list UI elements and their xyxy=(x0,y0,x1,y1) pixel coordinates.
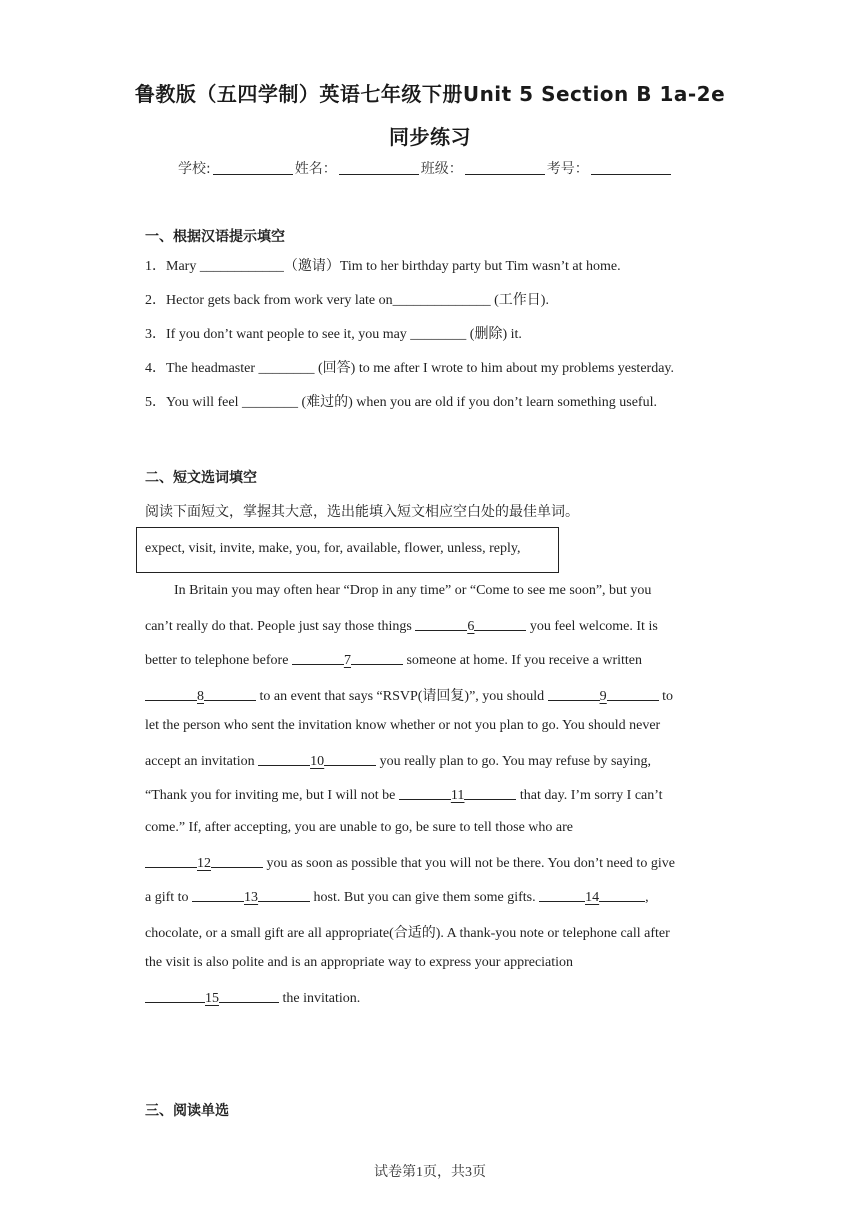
question-3: 3．If you don’t want people to see it, you may ________ (删除) it. xyxy=(145,327,522,342)
passage-text: a gift to xyxy=(145,890,193,905)
blank-7[interactable] xyxy=(292,651,403,669)
passage-text: that day. I’m sorry I can’t xyxy=(516,788,663,803)
question-1: 1．Mary ____________（邀请）Tim to her birthday party but Tim wasn’t at home. xyxy=(145,259,621,274)
question-5: 5．You will feel ________ (难过的) when you are old if you don’t learn something useful. xyxy=(145,395,657,410)
blank-number: 13 xyxy=(244,890,259,905)
passage-line: chocolate, or a small gift are all appropriate(合适的). A thank-you note or telephone call after xyxy=(145,926,670,941)
word-bank-text: expect, visit, invite, make, you, for, available, flower, unless, reply, xyxy=(145,541,521,556)
passage-line: let the person who sent the invitation know whether or not you plan to go. You should never xyxy=(145,718,661,733)
passage-line xyxy=(145,685,673,705)
passage-text: someone at home. If you receive a written xyxy=(402,653,643,668)
blank-10[interactable] xyxy=(258,752,376,770)
passage-text: you really plan to go. You may refuse by saying, xyxy=(376,754,652,769)
name-label: 姓名： xyxy=(294,161,337,177)
blank-number: 7 xyxy=(343,653,351,668)
passage-line: In Britain you may often hear “Drop in any time” or “Come to see me soon”, but you xyxy=(174,583,652,598)
page-subtitle: 同步练习 xyxy=(389,125,471,149)
passage-line xyxy=(145,989,360,1007)
blank-number: 12 xyxy=(197,856,211,871)
school-label: 学校: xyxy=(178,161,211,177)
exam-no-label: 考号： xyxy=(546,161,589,177)
passage-text: “Thank you for inviting me, but I will not be xyxy=(145,788,399,803)
blank-6[interactable] xyxy=(415,617,526,635)
exam-no-blank xyxy=(591,160,671,175)
passage-text: you as soon as possible that you will not be there. You don’t need to give xyxy=(263,856,675,871)
section-heading-1: 一、根据汉语提示填空 xyxy=(145,229,285,245)
passage-line xyxy=(145,651,642,669)
section-instruction: 阅读下面短文，掌握其大意，选出能填入短文相应空白处的最佳单词。 xyxy=(145,504,579,520)
blank-11[interactable] xyxy=(399,786,516,804)
question-4: 4．The headmaster ________ (回答) to me after I wrote to him about my problems yesterday. xyxy=(145,361,675,376)
blank-8[interactable] xyxy=(145,687,256,705)
blank-number: 9 xyxy=(599,689,607,704)
passage-line: come.” If, after accepting, you are unable to go, be sure to tell those who are xyxy=(145,820,573,835)
blank-number: 6 xyxy=(467,619,475,634)
blank-15[interactable] xyxy=(145,989,279,1007)
section-heading-3: 三、阅读单选 xyxy=(145,1103,229,1119)
blank-number: 10 xyxy=(310,754,325,769)
blank-9[interactable] xyxy=(548,687,659,705)
blank-13[interactable] xyxy=(192,888,310,906)
class-label: 班级： xyxy=(420,161,463,177)
blank-number: 14 xyxy=(585,890,600,905)
passage-line xyxy=(145,854,675,872)
page-footer: 试卷第1页，共3页 xyxy=(374,1165,486,1180)
student-info-line xyxy=(178,158,673,178)
word-bank-box xyxy=(136,527,559,573)
section-heading-2: 二、短文选词填空 xyxy=(145,470,257,486)
passage-text: you feel welcome. It is xyxy=(526,619,658,634)
name-blank xyxy=(339,160,419,175)
passage-line xyxy=(145,888,649,906)
passage-text: the invitation. xyxy=(279,991,361,1006)
school-blank xyxy=(213,160,293,175)
passage-line xyxy=(145,752,651,770)
passage-line: the visit is also polite and is an appropriate way to express your appreciation xyxy=(145,955,574,970)
passage-text: accept an invitation xyxy=(145,754,259,769)
passage-text: to an event that says “RSVP(请回复)”, you should xyxy=(256,689,548,704)
passage-line xyxy=(145,786,663,804)
page-title: 鲁教版（五四学制）英语七年级下册Unit 5 Section B 1a-2e xyxy=(134,82,726,106)
question-2: 2．Hector gets back from work very late on______________ (工作日). xyxy=(145,293,549,308)
blank-number: 11 xyxy=(450,788,465,803)
passage-line xyxy=(145,617,658,635)
passage-text: host. But you can give them some gifts. xyxy=(310,890,540,905)
blank-14[interactable] xyxy=(539,888,645,906)
passage-text: to xyxy=(658,689,674,704)
passage-text: can’t really do that. People just say those things xyxy=(145,619,416,634)
blank-number: 15 xyxy=(205,991,219,1006)
blank-number: 8 xyxy=(197,689,204,704)
passage-text: better to telephone before xyxy=(145,653,292,668)
blank-12[interactable] xyxy=(145,854,263,872)
class-blank xyxy=(465,160,545,175)
passage-text: , xyxy=(645,890,649,905)
